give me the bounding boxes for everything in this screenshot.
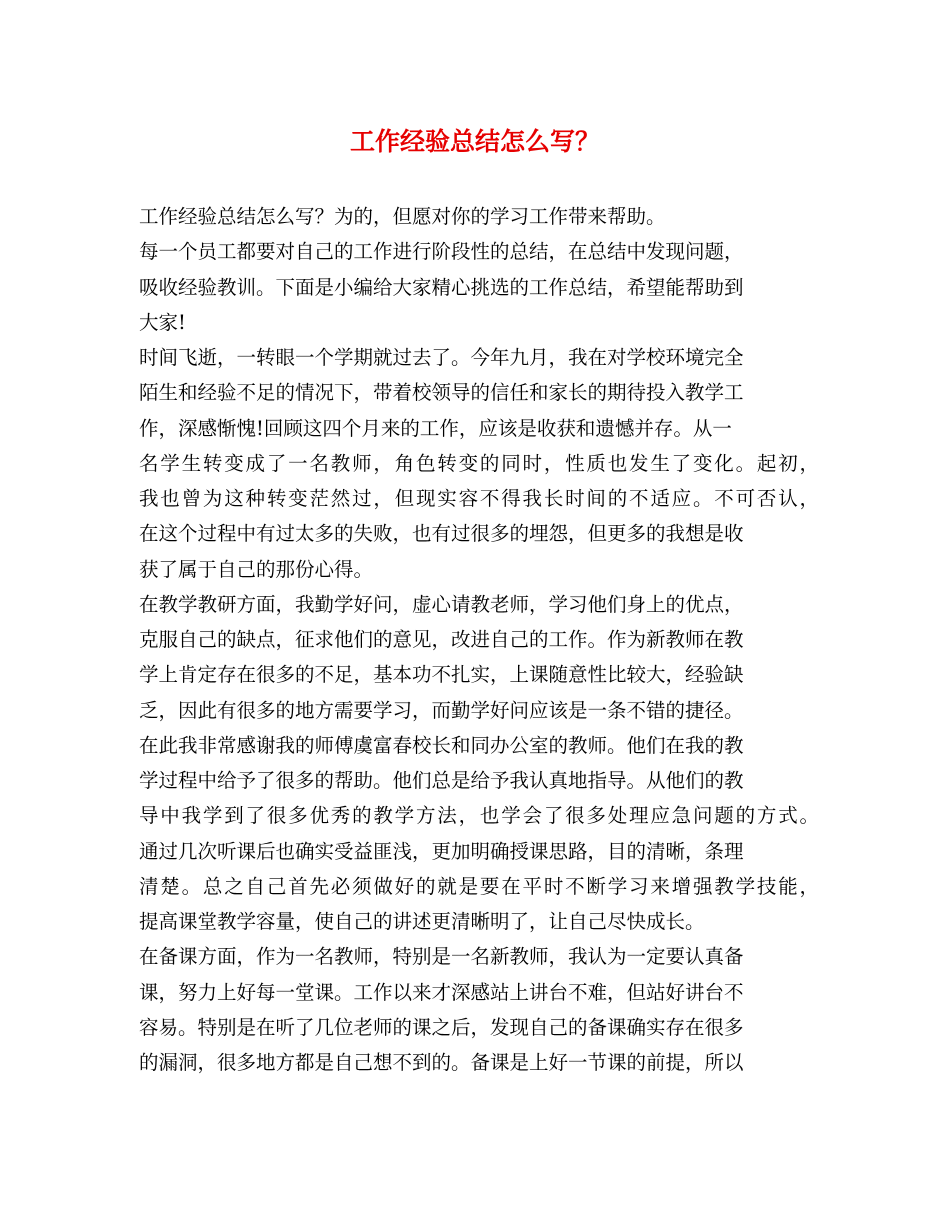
body-line: 我也曾为这种转变茫然过，但现实容不得我长时间的不适应。不可否认， (139, 487, 821, 510)
body-line: 在这个过程中有过太多的失败，也有过很多的埋怨，但更多的我想是收 (139, 522, 744, 546)
body-line: 克服自己的缺点，征求他们的意见，改进自己的工作。作为新教师在教 (139, 628, 744, 651)
body-line: 时间飞逝，一转眼一个学期就过去了。今年九月，我在对学校环境完全 (139, 346, 744, 369)
body-line: 工作经验总结怎么写？为的，但愿对你的学习工作带来帮助。 (139, 205, 666, 228)
body-line: 在备课方面，作为一名教师，特别是一名新教师，我认为一定要认真备 (139, 945, 744, 969)
body-line: 学过程中给予了很多的帮助。他们总是给予我认真地指导。从他们的教 (139, 769, 744, 792)
document-title: 工作经验总结怎么写？ (349, 127, 600, 156)
body-line: 名学生转变成了一名教师，角色转变的同时，性质也发生了变化。起初， (139, 451, 821, 475)
body-line: 的漏洞，很多地方都是自己想不到的。备课是上好一节课的前提，所以 (139, 1051, 744, 1074)
body-line: 课，努力上好每一堂课。工作以来才深感站上讲台不难，但站好讲台不 (139, 980, 744, 1004)
body-line: 作，深感惭愧!回顾这四个月来的工作，应该是收获和遗憾并存。从一 (139, 416, 732, 440)
body-line: 每一个员工都要对自己的工作进行阶段性的总结，在总结中发现问题， (139, 240, 744, 264)
body-line: 通过几次听课后也确实受益匪浅，更加明确授课思路，目的清晰，条理 (139, 839, 744, 863)
body-line: 乏，因此有很多的地方需要学习，而勤学好问应该是一条不错的捷径。 (139, 698, 744, 722)
body-line: 在教学教研方面，我勤学好问，虚心请教老师，学习他们身上的优点， (139, 592, 744, 616)
body-line: 在此我非常感谢我的师傅虞富春校长和同办公室的教师。他们在我的教 (139, 733, 744, 757)
body-line: 提高课堂教学容量，使自己的讲述更清晰明了，让自己尽快成长。 (139, 910, 705, 933)
body-line: 吸收经验教训。下面是小编给大家精心挑选的工作总结，希望能帮助到 (139, 275, 744, 299)
body-line: 导中我学到了很多优秀的教学方法，也学会了很多处理应急问题的方式。 (139, 804, 821, 828)
body-line: 陌生和经验不足的情况下，带着校领导的信任和家长的期待投入教学工 (139, 381, 744, 405)
body-line: 清楚。总之自己首先必须做好的就是要在平时不断学习来增强教学技能， (139, 874, 821, 898)
body-line: 获了属于自己的那份心得。 (139, 557, 374, 581)
body-line: 学上肯定存在很多的不足，基本功不扎实，上课随意性比较大，经验缺 (139, 663, 744, 687)
body-line: 大家! (139, 310, 186, 334)
body-line: 容易。特别是在听了几位老师的课之后，发现自己的备课确实存在很多 (139, 1015, 744, 1039)
